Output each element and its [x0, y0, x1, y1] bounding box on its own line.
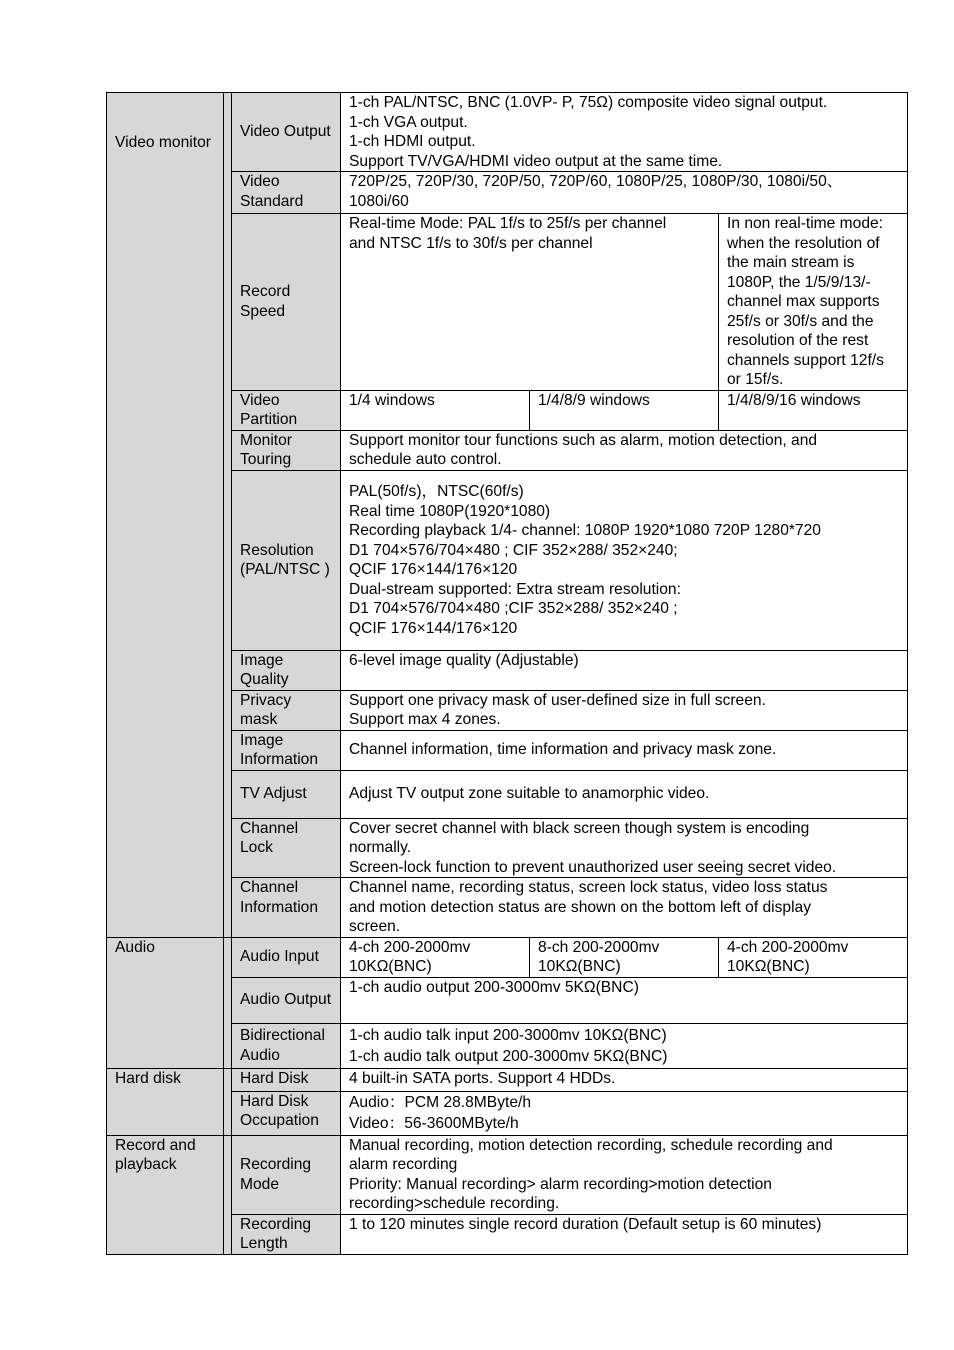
value-line: 1-ch audio talk output 200-3000mv 5KΩ(BNC) — [349, 1047, 668, 1065]
value-line: PAL(50f/s)，NTSC(60f/s) — [349, 483, 524, 500]
feature-value: 1/4/8/9 windows — [530, 390, 719, 430]
column-spacer — [224, 937, 232, 1068]
value-line: Support monitor tour functions such as alarm, motion detection, and — [349, 431, 818, 449]
value-line: Support max 4 zones. — [349, 711, 501, 728]
value-line: Channel name, recording status, screen lock status, video loss status — [349, 879, 828, 896]
value-line: alarm recording — [349, 1156, 458, 1173]
feature-label: TV Adjust — [232, 770, 341, 818]
value-line: when the resolution of — [727, 234, 880, 252]
feature-label: Video Partition — [232, 390, 341, 430]
feature-value — [341, 470, 908, 650]
feature-label: Image Information — [232, 730, 341, 770]
value-line: Real-time Mode: PAL 1f/s to 25f/s per channel — [349, 215, 667, 232]
value-line: normally. — [349, 839, 412, 856]
feature-value: 1/4 windows — [341, 390, 530, 430]
value-line: 6-level image quality (Adjustable) — [349, 651, 579, 669]
value-line: Manual recording, motion detection recording, schedule recording and — [349, 1136, 833, 1154]
feature-value — [341, 878, 908, 938]
feature-value — [341, 730, 908, 770]
value-line: 720P/25, 720P/30, 720P/50, 720P/60, 1080P/25, 1080P/30, 1080i/50、 — [349, 173, 843, 190]
value-line: 10KΩ(BNC) — [538, 958, 621, 975]
value-line: Audio：PCM 28.8MByte/h — [349, 1094, 532, 1111]
feature-value — [341, 1214, 908, 1254]
table-row — [107, 1068, 908, 1091]
feature-value-note — [719, 214, 908, 391]
value-line: 1 to 120 minutes single record duration (Default setup is 60 minutes) — [349, 1215, 822, 1233]
value-line: D1 704×576/704×480 ;CIF 352×288/ 352×240 ; — [349, 600, 678, 617]
value-line: 1-ch PAL/NTSC, BNC (1.0VP- P, 75Ω) composite video signal output. — [349, 94, 828, 111]
value-line: Screen-lock function to prevent unauthorized user seeing secret video. — [349, 858, 837, 876]
feature-label: Hard Disk — [232, 1068, 341, 1091]
value-line: 8-ch 200-2000mv — [538, 938, 660, 956]
value-line: Adjust TV output zone suitable to anamorphic video. — [349, 785, 710, 803]
column-spacer — [224, 93, 232, 938]
value-line: Recording playback 1/4- channel: 1080P 1920*1080 720P 1280*720 — [349, 522, 821, 539]
feature-label: Privacy mask — [232, 690, 341, 730]
feature-value — [341, 770, 908, 818]
feature-value — [530, 937, 719, 977]
value-line: recording>schedule recording. — [349, 1195, 560, 1212]
feature-value — [341, 650, 908, 690]
category-hard-disk: Hard disk — [107, 1068, 224, 1135]
feature-value — [341, 977, 908, 1023]
value-line: channel max supports — [727, 293, 880, 310]
feature-value — [341, 1091, 908, 1135]
table-row — [107, 937, 908, 977]
value-line: 1080i/60 — [349, 192, 409, 210]
feature-value: 1/4/8/9/16 windows — [719, 390, 908, 430]
feature-value — [341, 1023, 908, 1068]
feature-label: Recording Length — [232, 1214, 341, 1254]
feature-label: Audio Input — [232, 937, 341, 977]
feature-value — [341, 93, 908, 172]
value-line: Dual-stream supported: Extra stream resolution: — [349, 580, 681, 598]
feature-label: Audio Output — [232, 977, 341, 1023]
value-line: QCIF 176×144/176×120 — [349, 561, 518, 578]
value-line: the main stream is — [727, 254, 855, 271]
feature-label: Recording Mode — [232, 1135, 341, 1214]
feature-label: Video Standard — [232, 172, 341, 214]
value-line: 1-ch HDMI output. — [349, 133, 476, 150]
value-line: 1-ch audio talk input 200-3000mv 10KΩ(BNC) — [349, 1026, 667, 1044]
column-spacer — [224, 1135, 232, 1254]
value-line: Real time 1080P(1920*1080) — [349, 502, 551, 520]
category-audio: Audio — [107, 937, 224, 1068]
feature-label: Monitor Touring — [232, 430, 341, 470]
category-video-monitor: Video monitor — [107, 93, 224, 938]
feature-value — [341, 1068, 908, 1091]
value-line: 4-ch 200-2000mv — [727, 938, 849, 956]
value-line: Support one privacy mask of user-defined size in full screen. — [349, 691, 766, 709]
feature-label: Image Quality — [232, 650, 341, 690]
value-line: schedule auto control. — [349, 451, 502, 468]
feature-value — [341, 937, 530, 977]
value-line: or 15f/s. — [727, 371, 784, 388]
value-line: Priority: Manual recording> alarm recording>motion detection — [349, 1175, 772, 1193]
spec-table — [106, 92, 908, 1255]
feature-label: Hard Disk Occupation — [232, 1091, 341, 1135]
table-row — [107, 93, 908, 172]
value-line: In non real-time mode: — [727, 215, 884, 232]
value-line: 4 built-in SATA ports. Support 4 HDDs. — [349, 1069, 616, 1087]
value-line: Cover secret channel with black screen though system is encoding — [349, 819, 810, 837]
feature-label: Video Output — [232, 93, 341, 172]
value-line: and motion detection status are shown on the bottom left of display — [349, 898, 812, 916]
feature-value — [341, 214, 719, 391]
value-line: Video：56-3600MByte/h — [349, 1115, 519, 1132]
category-record-playback: Record and playback — [107, 1135, 224, 1254]
value-line: resolution of the rest — [727, 332, 869, 349]
feature-label: Channel Lock — [232, 818, 341, 878]
value-line: 10KΩ(BNC) — [349, 958, 432, 975]
value-line: 1080P, the 1/5/9/13/- — [727, 273, 871, 291]
value-line: 1-ch audio output 200-3000mv 5KΩ(BNC) — [349, 978, 639, 996]
feature-label: Channel Information — [232, 878, 341, 938]
feature-label: Resolution (PAL/NTSC ) — [232, 470, 341, 650]
feature-value — [341, 690, 908, 730]
column-spacer — [224, 1068, 232, 1135]
value-line: 25f/s or 30f/s and the — [727, 312, 874, 330]
feature-value — [341, 172, 908, 214]
value-line: 4-ch 200-2000mv — [349, 938, 471, 956]
value-line: channels support 12f/s — [727, 351, 884, 369]
value-line: screen. — [349, 918, 401, 935]
feature-value — [341, 818, 908, 878]
value-line: Support TV/VGA/HDMI video output at the same time. — [349, 152, 723, 170]
value-line: Channel information, time information and privacy mask zone. — [349, 741, 777, 759]
value-line: 1-ch VGA output. — [349, 113, 468, 131]
feature-value — [719, 937, 908, 977]
value-line: QCIF 176×144/176×120 — [349, 619, 518, 637]
value-line: and NTSC 1f/s to 30f/s per channel — [349, 234, 593, 252]
feature-label: Bidirectional Audio — [232, 1023, 341, 1068]
feature-label: Record Speed — [232, 214, 341, 391]
table-row — [107, 1135, 908, 1214]
value-line: D1 704×576/704×480 ; CIF 352×288/ 352×240; — [349, 541, 678, 559]
feature-value — [341, 1135, 908, 1214]
value-line: 10KΩ(BNC) — [727, 958, 810, 975]
feature-value — [341, 430, 908, 470]
